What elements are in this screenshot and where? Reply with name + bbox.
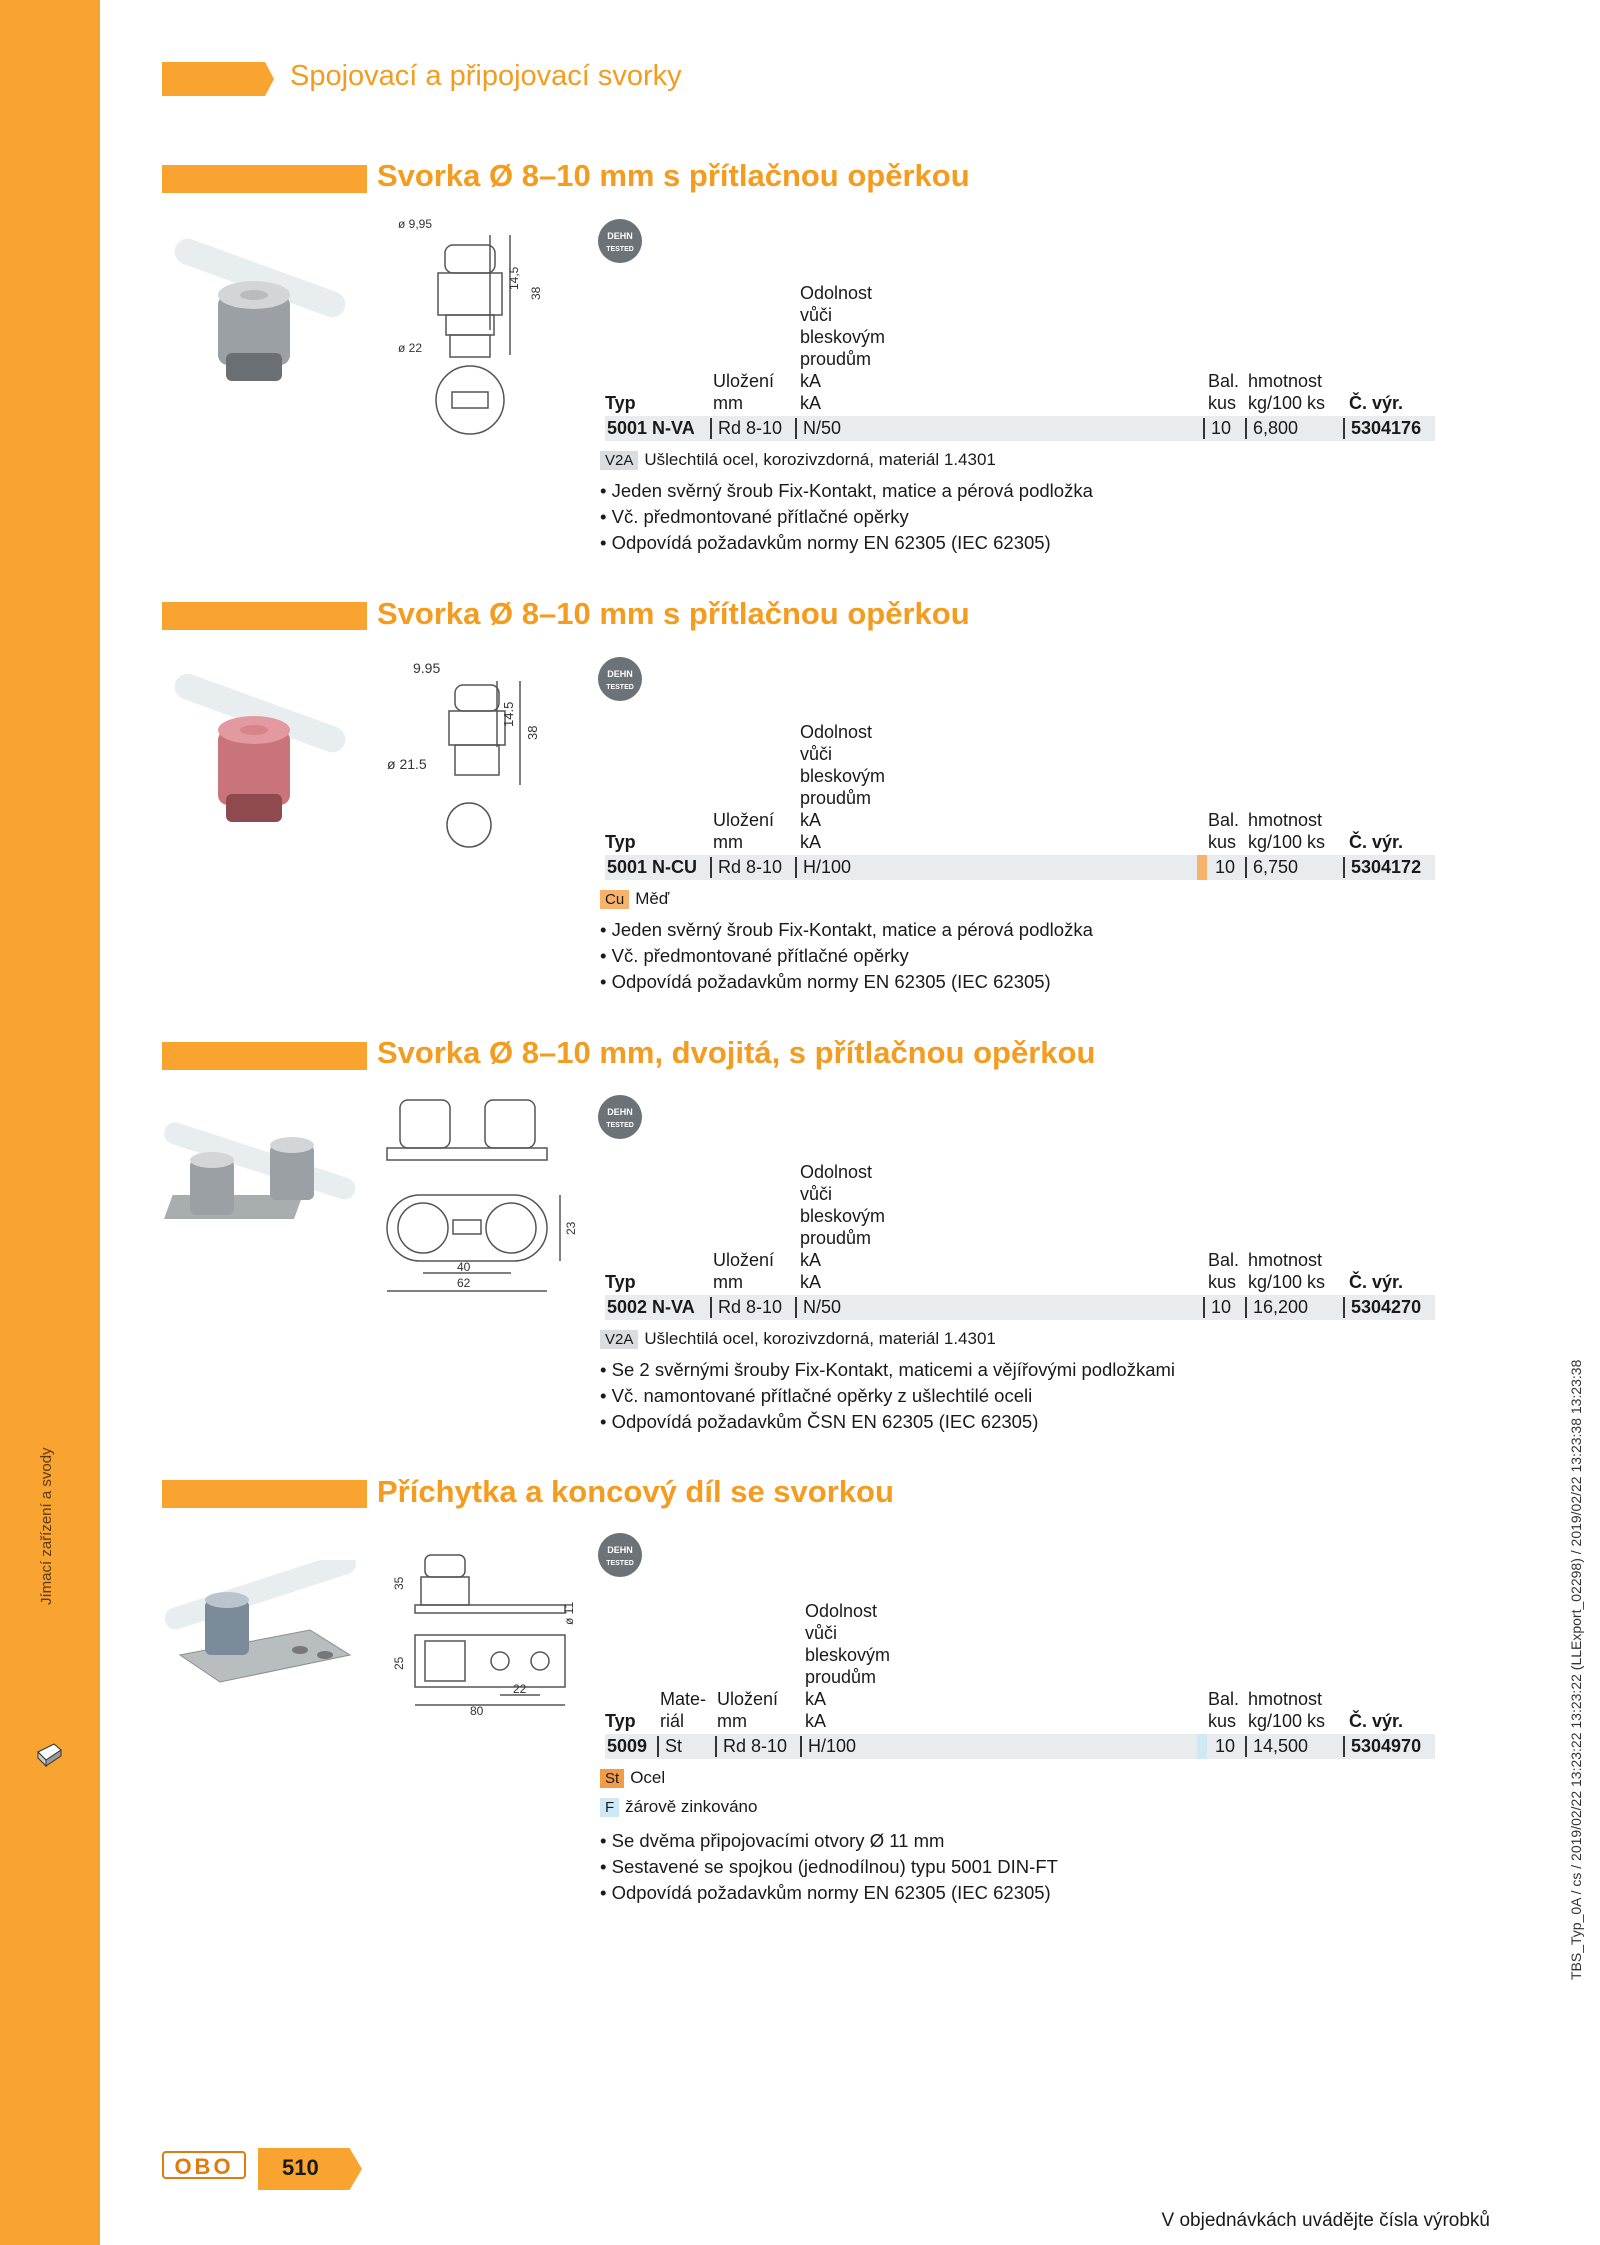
- dim-dia: ø 22: [398, 341, 423, 355]
- product-table: Typ Uložení mm Odolnost vůči bleskovým proudům kA kA Bal. kus hmotnost kg/100 ks Č. výr. 5001 N-CU Rd 8-10 H/100 10 6,750 5304172: [605, 720, 1435, 880]
- lightning-clamp-icon: [34, 1740, 64, 1770]
- section-title: Svorka Ø 8–10 mm s přítlačnou opěrkou: [377, 158, 970, 193]
- svg-text:DEHN: DEHN: [607, 231, 633, 241]
- product-table: Typ Mate- riál Uložení mm Odolnost vůči bleskovým proudům kA kA Bal. kus hmotnost kg/100 ks Č. výr. 5009 St Rd 8-10 H/100 10 14,500 5304970: [605, 1599, 1435, 1759]
- col-odolnost: Odolnost vůči bleskovým proudům kA kA: [800, 283, 886, 413]
- material-line: V2A Ušlechtilá ocel, korozivzdorná, materiál 1.4301: [600, 1329, 996, 1349]
- col-cislo: Č. výr.: [1349, 393, 1404, 413]
- material-line: St Ocel: [600, 1768, 665, 1788]
- feature-list: • Se 2 svěrnými šrouby Fix-Kontakt, maticemi a vějířovými podložkami • Vč. namontované přítlačné opěrky z ušlechtilé oceli • Odpovídá požadavkům ČSN EN 62305 (IEC 62305): [600, 1359, 1176, 1432]
- col-bal: Bal. kus: [1208, 371, 1240, 413]
- dim-w1: 40: [457, 1260, 471, 1274]
- sidebar-strip: [0, 0, 100, 2245]
- dim-dia: ø 11: [562, 1601, 576, 1625]
- svg-text:TESTED: TESTED: [606, 684, 634, 691]
- header-arrow: [162, 62, 274, 96]
- material-line: V2A Ušlechtilá ocel, korozivzdorná, materiál 1.4301: [600, 450, 996, 470]
- product-photo: [160, 670, 360, 835]
- feature-list: • Se dvěma připojovacími otvory Ø 11 mm • Sestavené se spojkou (jednodílnou) typu 5001 DIN-FT • Odpovídá požadavkům normy EN 62305 (IEC 62305): [600, 1830, 1058, 1903]
- page-number: 510: [282, 2155, 319, 2180]
- dehn-tested-icon: [597, 218, 643, 264]
- col-ulozeni: Uložení mm: [713, 371, 775, 413]
- svg-text:OBO: OBO: [174, 2154, 234, 2179]
- section-bar: [162, 165, 367, 193]
- col-hmotnost: hmotnost kg/100 ks: [1248, 371, 1326, 413]
- dim-dia: ø 21.5: [387, 756, 427, 772]
- product-table: [605, 281, 1435, 441]
- dim-h1: 14,5: [507, 266, 521, 290]
- section-title: Svorka Ø 8–10 mm s přítlačnou opěrkou: [377, 596, 970, 631]
- dim-h2: 25: [392, 1656, 406, 1670]
- col-typ: Typ: [605, 832, 636, 852]
- dehn-tested-icon: [597, 1094, 643, 1140]
- section-title: Příchytka a koncový díl se svorkou: [377, 1474, 894, 1509]
- technical-drawing: [385, 1095, 585, 1300]
- svg-text:DEHN: DEHN: [607, 669, 633, 679]
- sidebar-text: Jímací zařízení a svody: [38, 1447, 55, 1605]
- dim-top: 9.95: [413, 660, 441, 676]
- svg-text:TESTED: TESTED: [606, 1122, 634, 1129]
- col-typ: Typ: [605, 393, 636, 413]
- dim-w2: 80: [470, 1704, 484, 1715]
- material-line: F žárově zinkováno: [600, 1797, 757, 1817]
- dim-h2: 38: [529, 286, 543, 300]
- dehn-tested-icon: [597, 1532, 643, 1578]
- technical-drawing: [385, 1545, 585, 1715]
- dim-w2: 62: [457, 1276, 471, 1290]
- product-table: Typ Uložení mm Odolnost vůči bleskovým proudům kA kA Bal. kus hmotnost kg/100 ks Č. výr. 5002 N-VA Rd 8-10 N/50 10 16,200 5304270: [605, 1160, 1435, 1320]
- footer-note: V objednávkách uvádějte čísla výrobků: [1161, 2210, 1490, 2231]
- section-title: Svorka Ø 8–10 mm, dvojitá, s přítlačnou opěrkou: [377, 1035, 1096, 1070]
- print-info: TBS_Typ_0A / cs / 2019/02/22 13:23:22 13:23:22 (LLExport_02298) / 2019/02/22 13:23:38 13:23:38: [1568, 1359, 1584, 1980]
- table-row: 5001 N-CU Rd 8-10 H/100 10 6,750 5304172: [605, 855, 1435, 880]
- dim-h2: 38: [525, 725, 540, 740]
- obo-logo: [162, 2148, 246, 2184]
- dim-h: 23: [564, 1221, 578, 1235]
- table-row: 5001 N-VA Rd 8-10 N/50 10 6,800 5304176: [605, 416, 1435, 441]
- table-row: 5002 N-VA Rd 8-10 N/50 10 16,200 5304270: [605, 1295, 1435, 1320]
- dim-h1: 35: [392, 1576, 406, 1590]
- product-photo: [160, 1560, 360, 1690]
- section-bar: [162, 602, 367, 630]
- material-line: Cu Měď: [600, 889, 669, 909]
- technical-drawing: [385, 655, 575, 865]
- svg-text:DEHN: DEHN: [607, 1107, 633, 1117]
- feature-list: • Jeden svěrný šroub Fix-Kontakt, matice a pérová podložka • Vč. předmontované přítlačné opěrky • Odpovídá požadavkům normy EN 62305 (IEC 62305): [600, 480, 1093, 553]
- dim-w1: 22: [513, 1682, 527, 1696]
- col-material: Mate- riál: [660, 1689, 707, 1731]
- svg-text:DEHN: DEHN: [607, 1545, 633, 1555]
- dim-top: ø 9,95: [398, 217, 433, 231]
- technical-drawing: [390, 210, 575, 460]
- section-bar: [162, 1480, 367, 1508]
- page-title: Spojovací a připojovací svorky: [290, 60, 682, 92]
- feature-list: • Jeden svěrný šroub Fix-Kontakt, matice a pérová podložka • Vč. předmontované přítlačné opěrky • Odpovídá požadavkům normy EN 62305 (IEC 62305): [600, 919, 1093, 992]
- dim-h1: 14.5: [501, 701, 516, 727]
- product-photo: [160, 1120, 360, 1260]
- dehn-tested-icon: [597, 656, 643, 702]
- product-photo: [160, 235, 360, 395]
- svg-text:TESTED: TESTED: [606, 1560, 634, 1567]
- section-bar: [162, 1042, 367, 1070]
- table-row: 5009 St Rd 8-10 H/100 10 14,500 5304970: [605, 1734, 1435, 1759]
- svg-text:TESTED: TESTED: [606, 246, 634, 253]
